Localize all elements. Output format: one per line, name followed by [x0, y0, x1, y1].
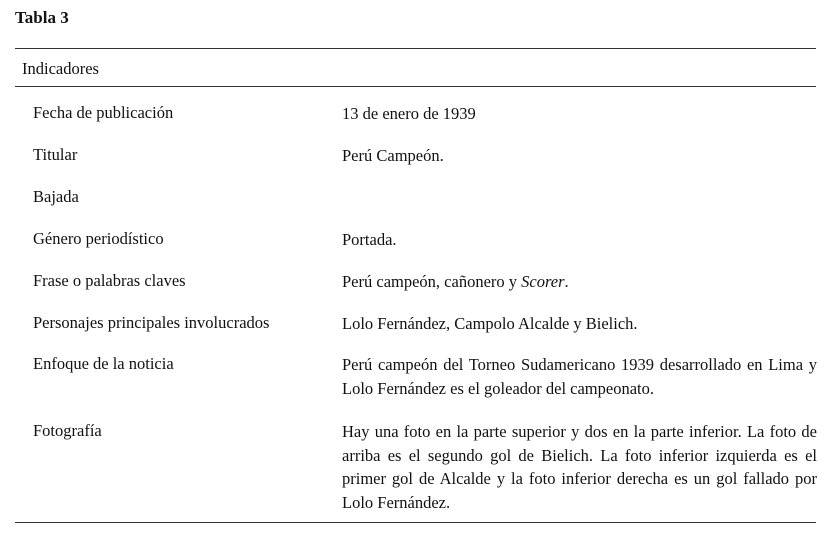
- row-label: Frase o palabras claves: [33, 271, 186, 290]
- row-label: Fecha de publicación: [33, 103, 174, 122]
- row-value: Perú Campeón.: [342, 146, 444, 165]
- row-label: Titular: [33, 145, 78, 164]
- row-label: Personajes principales involucrados: [33, 313, 270, 332]
- row-label: Bajada: [33, 187, 79, 206]
- table-bottom-rule: [15, 522, 816, 523]
- row-value: 13 de enero de 1939: [342, 104, 476, 123]
- row-label: Enfoque de la noticia: [33, 354, 174, 373]
- row-value-text: Perú campeón, cañonero y: [342, 272, 522, 291]
- row-value: [342, 270, 817, 294]
- table-header-indicators: Indicadores: [22, 59, 99, 78]
- table-header-rule: [15, 86, 816, 87]
- table-top-rule: [15, 48, 816, 49]
- row-value: Hay una foto en la parte superior y dos en la parte inferior. La foto de arriba es el segundo gol de Bielich. La foto inferior izquierda es el primer gol de Alcalde y la foto inferior derecha es un gol fallado por Lolo Fernández.: [342, 422, 817, 512]
- row-value: Lolo Fernández, Campolo Alcalde y Bielich.: [342, 314, 638, 333]
- row-value: Perú campeón del Torneo Sudamericano 1939 desarrollado en Lima y Lolo Fernández es el goleador del campeonato.: [342, 355, 817, 398]
- row-value-italic-text: Scorer: [521, 272, 565, 291]
- row-label: Fotografía: [33, 421, 102, 440]
- row-value: Portada.: [342, 230, 397, 249]
- table-title: Tabla 3: [15, 8, 69, 27]
- row-label: Género periodístico: [33, 229, 164, 248]
- row-value-suffix: .: [564, 272, 569, 291]
